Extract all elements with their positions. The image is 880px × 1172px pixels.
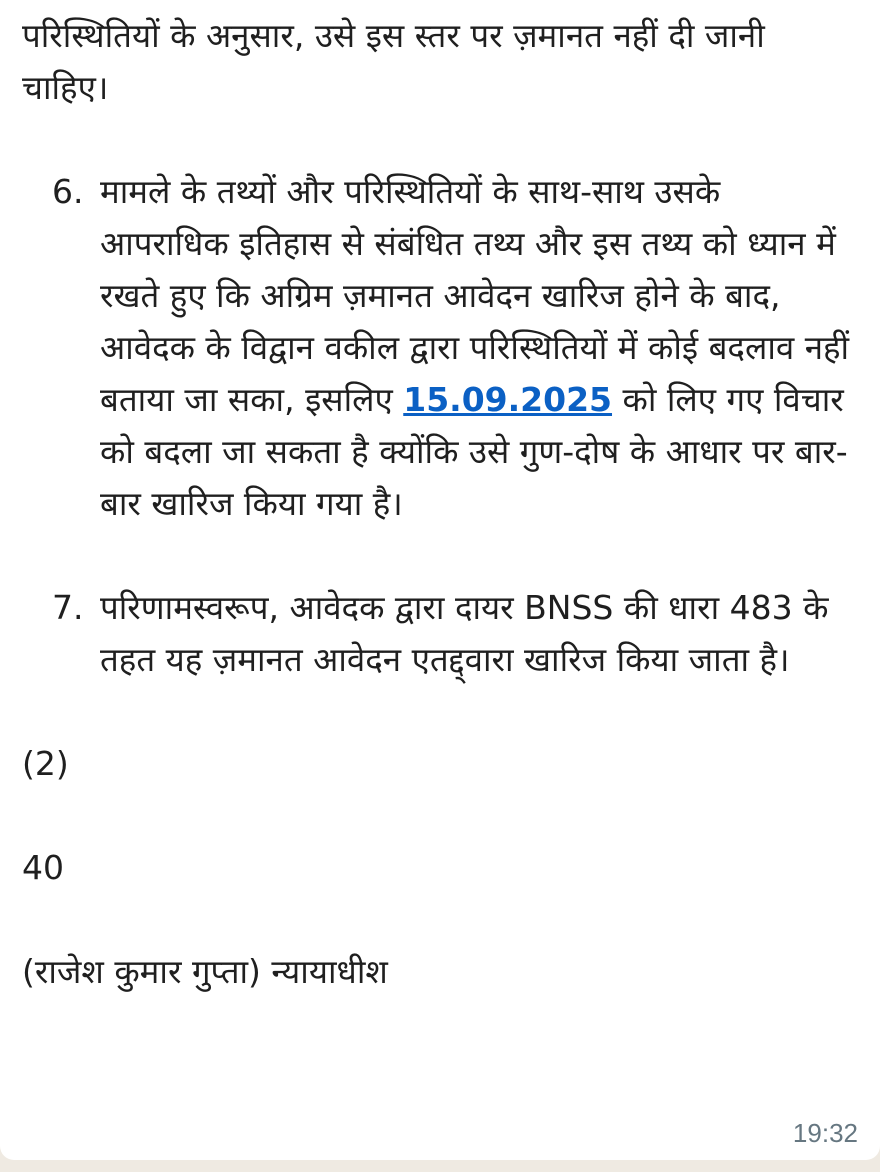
text-after-link: को लिए गए विचार को बदला जा सकता है क्योंकि उसे गुण-दोष के आधार पर बार-बार खारिज किया गया है। <box>100 380 848 523</box>
message-text <box>22 10 858 998</box>
message-timestamp: 19:32 <box>792 1118 858 1148</box>
line-page-ref: (2) <box>22 744 69 783</box>
list-item <box>22 582 858 686</box>
spacer <box>22 790 858 842</box>
signature-line: (राजेश कुमार गुप्ता) न्यायाधीश <box>22 952 388 991</box>
list-number: 7. <box>52 588 84 627</box>
text-before-link: मामले के तथ्यों और परिस्थितियों के साथ-साथ उसके आपराधिक इतिहास से संबंधित तथ्य और इस तथ्य को ध्यान में रखते हुए कि अग्रिम ज़मानत आवेदन खारिज होने के बाद, आवेदक के विद्वान वकील द्वारा परिस्थितियों में कोई बदलाव नहीं बताया जा सका, इसलिए <box>100 172 850 419</box>
spacer <box>22 114 858 166</box>
line-number: 40 <box>22 848 64 887</box>
date-link[interactable]: 15.09.2025 <box>403 380 613 419</box>
spacer <box>22 530 858 582</box>
numbered-list <box>22 166 858 686</box>
list-number: 6. <box>52 172 84 211</box>
list-item-text <box>100 166 858 530</box>
spacer <box>22 686 858 738</box>
spacer <box>22 894 858 946</box>
intro-paragraph: परिस्थितियों के अनुसार, उसे इस स्तर पर ज़मानत नहीं दी जानी चाहिए। <box>22 16 765 107</box>
list-item <box>22 166 858 530</box>
list-item-text: परिणामस्वरूप, आवेदक द्वारा दायर BNSS की धारा 483 के तहत यह ज़मानत आवेदन एतद्द्वारा खारिज किया जाता है। <box>100 588 829 679</box>
